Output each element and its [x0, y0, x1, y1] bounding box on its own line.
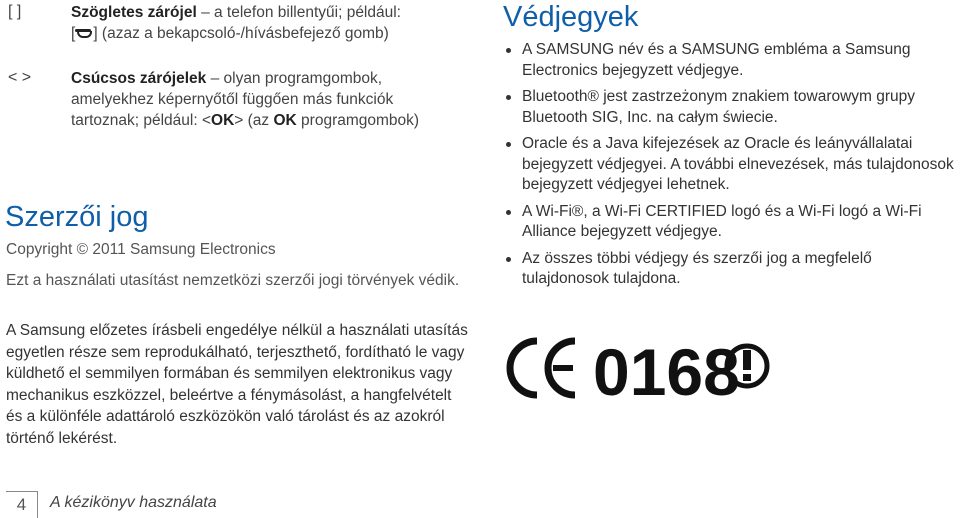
list-item: Oracle és a Java kifejezések az Oracle és leányvállalatai bejegyzett védjegyei. A további elnevezések, más tulajdonosok bejegyzett védjegyei lehetnek.: [502, 134, 960, 196]
square-bracket-symbol: [ ]: [8, 3, 22, 20]
footer-section-title: A kézikönyv használata: [50, 494, 217, 511]
square-bracket-desc: – a telefon billentyűi; például:: [196, 4, 401, 21]
trademark-list: [502, 40, 960, 296]
angle-desc-3c: programgombok): [296, 112, 420, 129]
angle-bracket-entry: [71, 68, 471, 131]
ce-mark-icon: [503, 333, 773, 403]
example-bracket-open: [: [71, 25, 76, 42]
ok-key-label-2: OK: [273, 112, 297, 129]
list-item: A SAMSUNG név és a SAMSUNG embléma a Samsung Electronics bejegyzett védjegye.: [502, 40, 960, 81]
trademarks-heading: Védjegyek: [503, 1, 639, 33]
angle-desc-1: – olyan programgombok,: [206, 70, 383, 87]
angle-bracket-title: Csúcsos zárójelek: [71, 70, 207, 87]
square-bracket-entry: [71, 2, 471, 44]
end-call-key-icon: [75, 27, 93, 40]
example-bracket-close: ] (azaz a bekapcsoló-/hívásbefejező gomb): [93, 25, 389, 42]
copyright-heading: Szerzői jog: [5, 201, 149, 233]
copyright-line: Copyright © 2011 Samsung Electronics: [6, 241, 276, 258]
ok-key-label: OK: [211, 112, 235, 129]
list-item: Bluetooth® jest zastrzeżonym znakiem towarowym grupy Bluetooth SIG, Inc. na całym świecie.: [502, 87, 960, 128]
page-number: 4: [6, 492, 38, 518]
angle-desc-2: amelyekhez képernyőtől függően más funkciók: [71, 91, 394, 108]
copyright-text: Ezt a használati utasítást nemzetközi szerzői jogi törvények védik.: [6, 272, 460, 289]
list-item: A Wi-Fi®, a Wi-Fi CERTIFIED logó és a Wi-Fi logó a Wi-Fi Alliance bejegyzett védjegye.: [502, 202, 960, 243]
list-item: Az összes többi védjegy és szerzői jog a megfelelő tulajdonosok tulajdona.: [502, 249, 960, 290]
ce-number: 0168: [593, 335, 740, 403]
angle-bracket-symbol: < >: [8, 69, 32, 86]
angle-desc-3a: tartoznak; például: <: [71, 112, 212, 129]
copyright-paragraph: A Samsung előzetes írásbeli engedélye nélkül a használati utasítás egyetlen része sem reprodukálható, terjeszthető, fordítható le vagy küldhető el semmilyen formában és semmilyen elektronikus vagy mechanikus eszközzel, beleértve a fénymásolást, a hangfelvételt és a különféle adattároló eszközökön való tárolást és az azokról történő lekérést.: [6, 322, 468, 447]
angle-desc-3b: > (az: [234, 112, 274, 129]
square-bracket-title: Szögletes zárójel: [71, 4, 197, 21]
